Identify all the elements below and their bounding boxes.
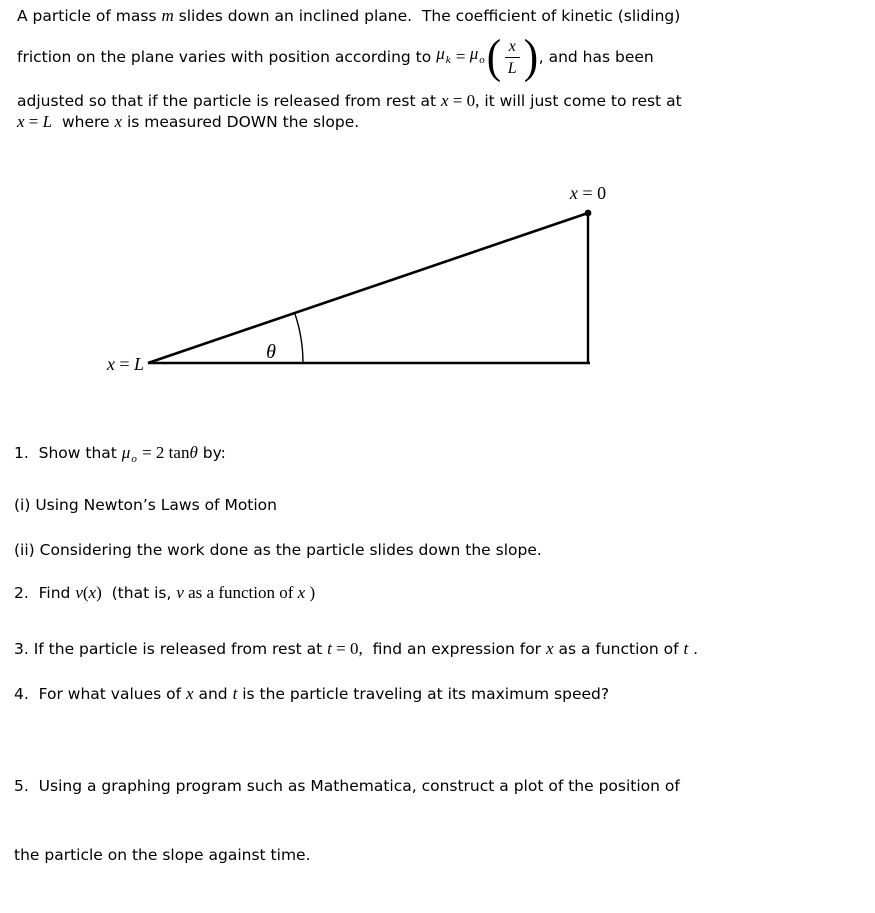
text-segment: L [42, 112, 53, 131]
label-x-equals-0: x = 0 [569, 183, 607, 203]
question-2 [14, 583, 315, 603]
text-segment: by: [197, 444, 226, 462]
text-segment: v [176, 583, 184, 602]
text-segment: μ [121, 443, 131, 462]
text-segment: where [52, 113, 115, 131]
question-4 [14, 684, 609, 704]
question-1-part-i [14, 495, 277, 515]
mu-glyph: μ [469, 44, 479, 63]
text-segment: x [186, 684, 194, 703]
text-segment: A particle of mass [17, 7, 162, 25]
intro-line-3 [17, 91, 682, 111]
text-segment: = [24, 112, 43, 131]
text-segment: 2. Find [14, 584, 76, 602]
text-segment: x [441, 91, 449, 110]
intro-line-2 [17, 27, 654, 87]
text-segment: θ [189, 443, 198, 462]
question-5-line-1 [14, 775, 680, 798]
text-segment: 5. Using a graphing program such as Mathematica, construct a plot of the position of [14, 777, 680, 795]
equals-sign: = [451, 47, 470, 66]
mu-glyph: μ [436, 44, 445, 63]
question-3 [14, 639, 698, 659]
text-segment: = 2 tan [137, 443, 190, 462]
right-parenthesis: ) [523, 30, 538, 83]
intro-line-2-post: , and has been [538, 48, 654, 66]
text-segment: t [232, 684, 238, 703]
subscript-k: k [445, 54, 451, 66]
fraction-x-over-L [505, 37, 520, 78]
text-segment: t [327, 639, 332, 658]
text-segment: find an expression for [362, 640, 546, 658]
particle-dot [585, 210, 592, 217]
text-segment: and [193, 685, 233, 703]
intro-line-1 [17, 6, 680, 26]
text-segment: ) [305, 583, 316, 602]
intro-line-4 [17, 112, 359, 132]
text-segment: x [114, 112, 123, 131]
text-segment: = 0, [448, 91, 480, 110]
text-segment: is measured DOWN the slope. [122, 113, 360, 131]
question-5 [14, 729, 680, 913]
text-segment: o [131, 453, 137, 465]
mu-o-symbol [470, 44, 486, 70]
label-x-equals-L: x = L [106, 354, 144, 374]
fraction-numerator: x [508, 37, 516, 55]
question-1-part-ii [14, 540, 542, 560]
left-parenthesis: ( [486, 30, 501, 83]
text-segment: 1. Show that [14, 444, 122, 462]
text-segment: x [88, 583, 97, 602]
text-segment: ) [96, 583, 102, 602]
text-segment: the particle on the slope against time. [14, 846, 311, 864]
text-segment: it will just come to rest at [479, 92, 682, 110]
question-1 [14, 443, 226, 469]
fraction-bar [505, 57, 520, 58]
inclined-plane-diagram [0, 172, 700, 387]
text-segment: slides down an inclined plane. The coefficient of kinetic (sliding) [173, 7, 681, 25]
subscript-o: o [479, 54, 485, 66]
text-segment: . [688, 640, 699, 658]
slope-line [148, 213, 588, 363]
intro-line-2-pre: friction on the plane varies with position according to [17, 48, 437, 66]
text-segment: 3. If the particle is released from rest at [14, 640, 328, 658]
mu-k-symbol [436, 44, 451, 70]
question-5-line-2 [14, 844, 680, 867]
text-segment: adjusted so that if the particle is released from rest at [17, 92, 441, 110]
text-segment: m [161, 6, 174, 25]
text-segment: x [297, 583, 306, 602]
text-segment: as a function of [553, 640, 684, 658]
text-segment: as a function of [183, 583, 298, 602]
text-segment: v [75, 583, 83, 602]
text-segment: is the particle traveling at its maximum speed? [237, 685, 610, 703]
fraction-denominator: L [507, 59, 517, 77]
text-segment: (ii) Considering the work done as the particle slides down the slope. [14, 541, 542, 559]
angle-arc [295, 313, 303, 363]
text-segment: (i) Using Newton’s Laws of Motion [14, 496, 277, 514]
text-segment: (that is, [101, 584, 177, 602]
text-segment: 4. For what values of [14, 685, 186, 703]
text-segment: x [17, 112, 25, 131]
theta-label: θ [266, 341, 276, 363]
text-segment: x [545, 639, 554, 658]
text-segment: = 0, [331, 639, 363, 658]
text-segment: t [683, 639, 689, 658]
text-segment: ( [82, 583, 89, 602]
